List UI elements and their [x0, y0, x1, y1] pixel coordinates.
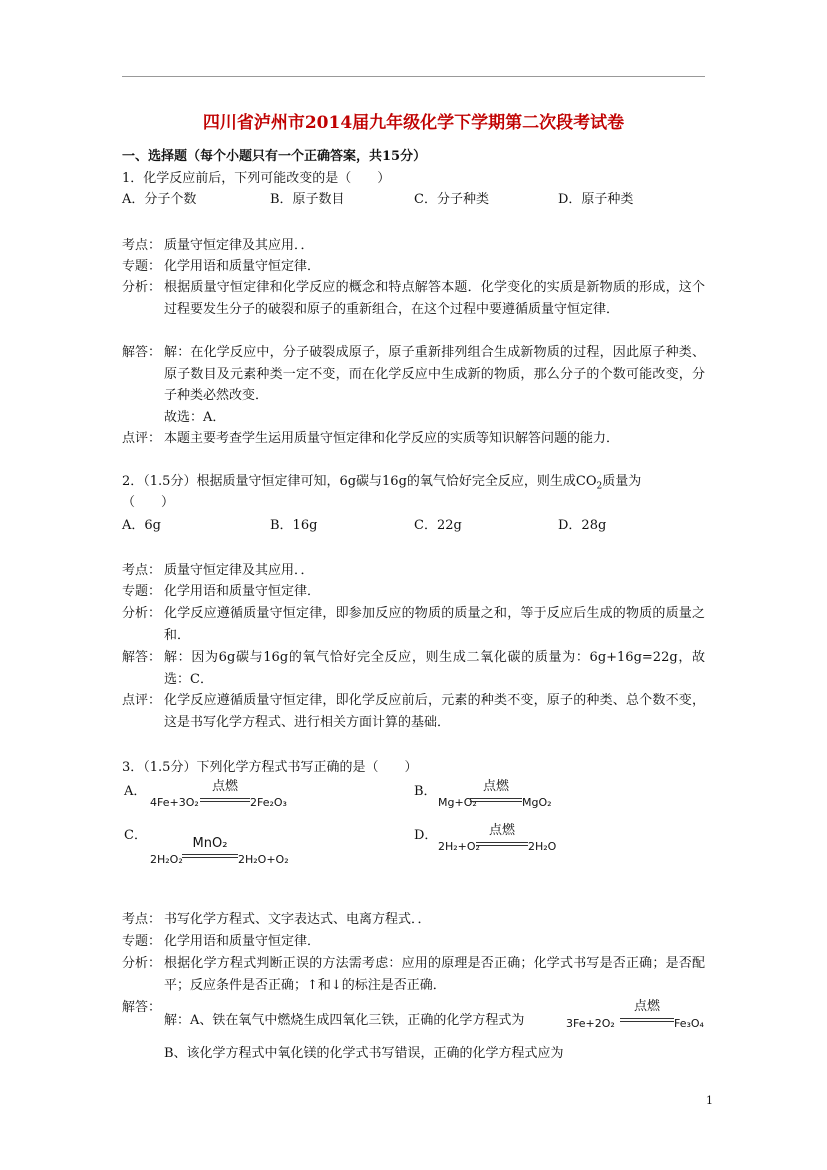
option-d: D．28g — [558, 518, 607, 533]
q3-b-equals — [470, 798, 522, 802]
page-title: 四川省泸州市2014届九年级化学下学期第二次段考试卷 — [202, 113, 625, 133]
option-d: D．原子种类 — [558, 192, 634, 207]
jieda-text: 解：在化学反应中，分子破裂成原子，原子重新排列组合生成新物质的过程，因此原子种类、原子数目及元素种类一定不变，而在化学反应中生成新的物质，那么分子的个数可能改变，分子种类必然改变． — [164, 345, 705, 403]
q3-d-left: 2H₂+O₂ — [438, 840, 480, 853]
q3-a-right: 2Fe₂O₃ — [250, 796, 287, 809]
q2-stem-main: 2．（1.5分）根据质量守恒定律可知，6g碳与16g的氧气恰好完全反应，则生成CO — [122, 474, 597, 489]
option-c: C．分子种类 — [414, 192, 489, 207]
q3-option-a-label: A． — [124, 784, 147, 799]
dianping-text: 本题主要考查学生运用质量守恒定律和化学反应的实质等知识解答问题的能力． — [164, 431, 620, 446]
q3-option-b-label: B． — [414, 784, 437, 799]
header-rule — [122, 76, 705, 77]
question-1-stem: 1．化学反应前后，下列可能改变的是（ ） — [122, 171, 391, 186]
fenxi-label: 分析： — [122, 280, 162, 295]
q3-b-condition: 点燃 — [482, 779, 509, 794]
dianping-label: 点评： — [122, 431, 162, 446]
q3-jieda-eq-condition: 点燃 — [633, 999, 660, 1014]
page-number: 1 — [706, 1094, 713, 1107]
dianping-text: 化学反应遵循质量守恒定律，即化学反应前后，元素的种类不变，原子的种类、总个数不变，这是书写化学方程式、进行相关方面计算的基础． — [164, 693, 705, 730]
q3-c-condition: MnO₂ — [192, 836, 228, 851]
q3-c-right: 2H₂O+O₂ — [238, 853, 289, 866]
question-2-options — [122, 515, 705, 537]
q3-b-left: Mg+O₂ — [438, 796, 477, 809]
question-2-stem — [122, 471, 641, 498]
jieda-label: 解答： — [122, 345, 162, 360]
q3-d-right: 2H₂O — [528, 840, 557, 853]
zhuanti-text: 化学用语和质量守恒定律． — [164, 584, 321, 599]
section-heading: 一、选择题（每个小题只有一个正确答案，共15分） — [122, 149, 427, 164]
kaodian-text: 质量守恒定律及其应用．． — [164, 563, 314, 578]
zhuanti-label: 专题： — [122, 934, 162, 949]
q3-a-equals — [200, 798, 250, 802]
option-a: A．分子个数 — [122, 192, 197, 207]
fenxi-label: 分析： — [122, 956, 162, 971]
q2-stem-sub: 2 — [596, 481, 603, 492]
kaodian-text: 书写化学方程式、文字表达式、电离方程式．． — [164, 912, 431, 927]
option-b: B．原子数目 — [270, 192, 345, 207]
q3-jieda-eq-left: 3Fe+2O₂ — [566, 1017, 615, 1030]
q3-d-condition: 点燃 — [488, 823, 515, 838]
q2-stem-tail: 质量为 — [602, 474, 642, 489]
kaodian-text: 质量守恒定律及其应用．． — [164, 238, 314, 253]
kaodian-label: 考点： — [122, 912, 162, 927]
option-c: C．22g — [414, 518, 462, 533]
q3-jieda-a: 解：A、铁在氧气中燃烧生成四氧化三铁，正确的化学方程式为 — [164, 1013, 525, 1028]
kaodian-label: 考点： — [122, 238, 162, 253]
question-3-stem: 3．（1.5分）下列化学方程式书写正确的是（ ） — [122, 760, 418, 775]
fenxi-text: 化学反应遵循质量守恒定律，即参加反应的物质的质量之和，等于反应后生成的物质的质量之和． — [164, 606, 705, 643]
zhuanti-text: 化学用语和质量守恒定律． — [164, 259, 321, 274]
q1-answer: 故选：A． — [164, 410, 226, 425]
zhuanti-label: 专题： — [122, 259, 162, 274]
zhuanti-label: 专题： — [122, 584, 162, 599]
q3-b-right: MgO₂ — [522, 796, 552, 809]
q3-a-left: 4Fe+3O₂ — [150, 796, 199, 809]
q3-jieda-eq-right: Fe₃O₄ — [674, 1017, 704, 1030]
question-2-stem-line2: （ ） — [122, 495, 175, 510]
q3-option-c-label: C． — [124, 828, 147, 843]
q3-option-d-label: D． — [414, 828, 438, 843]
option-a: A．6g — [122, 518, 161, 533]
q3-d-equals — [476, 842, 528, 846]
zhuanti-text: 化学用语和质量守恒定律． — [164, 934, 321, 949]
kaodian-label: 考点： — [122, 563, 162, 578]
jieda-label: 解答： — [122, 650, 162, 665]
dianping-label: 点评： — [122, 693, 162, 708]
jieda-text: 解：因为6g碳与16g的氧气恰好完全反应，则生成二氧化碳的质量为：6g+16g=22g，故选：C． — [164, 650, 705, 687]
question-1-options — [122, 189, 705, 211]
q3-c-equals — [182, 854, 238, 858]
q3-c-left: 2H₂O₂ — [150, 853, 183, 866]
q3-jieda-b: B、该化学方程式中氧化镁的化学式书写错误，正确的化学方程式应为 — [164, 1046, 564, 1061]
option-b: B．16g — [270, 518, 318, 533]
fenxi-label: 分析： — [122, 606, 162, 621]
fenxi-text: 根据化学方程式判断正误的方法需考虑：应用的原理是否正确；化学式书写是否正确；是否配平；反应条件是否正确；↑和↓的标注是否正确． — [164, 956, 705, 993]
q3-jieda-label: 解答： — [122, 1000, 162, 1015]
q3-a-condition: 点燃 — [211, 779, 238, 794]
q3-jieda-eq-equals — [620, 1018, 674, 1022]
fenxi-text: 根据质量守恒定律和化学反应的概念和特点解答本题．化学变化的实质是新物质的形成，这个过程要发生分子的破裂和原子的重新组合，在这个过程中要遵循质量守恒定律． — [164, 280, 705, 317]
